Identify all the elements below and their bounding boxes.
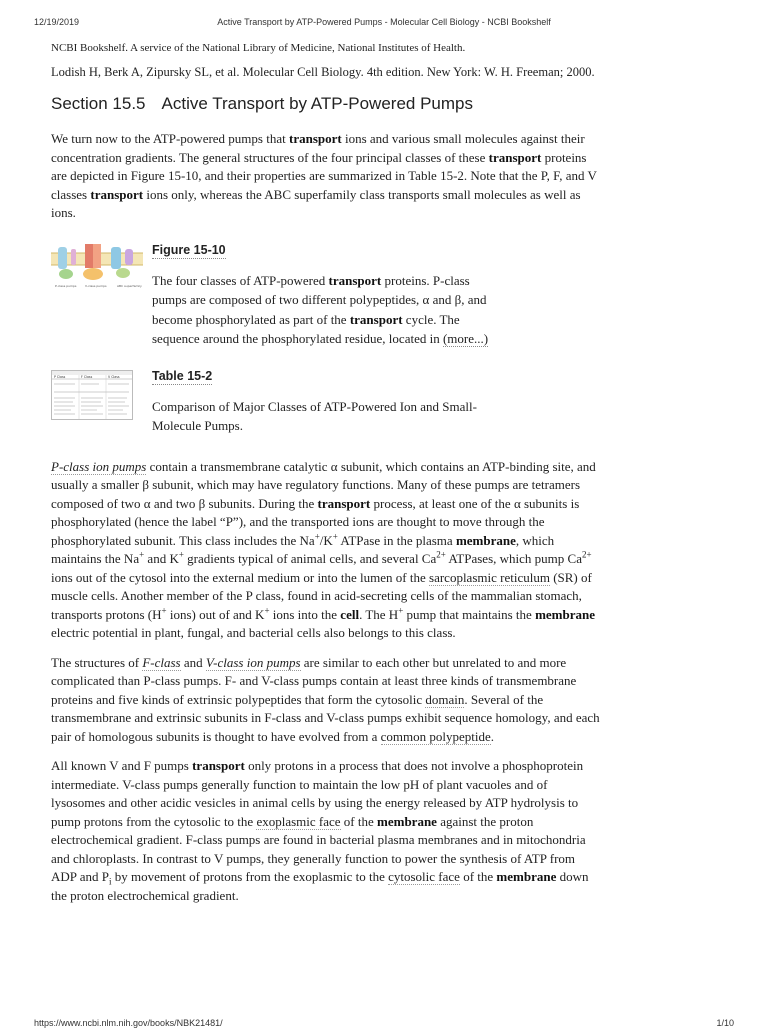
text: . The H — [359, 606, 399, 622]
thumb-header: V Class — [108, 374, 120, 379]
section-number: Section 15.5 — [51, 94, 146, 113]
keyword-transport: transport — [349, 311, 403, 327]
figure-link[interactable]: Figure 15-10 — [152, 242, 226, 257]
keyword-membrane: membrane — [535, 606, 595, 622]
text: ATPases, which pump Ca — [445, 551, 582, 566]
term-link[interactable]: exoplasmic face — [256, 813, 341, 829]
text: . — [490, 728, 495, 744]
section-title: Active Transport by ATP-Powered Pumps — [161, 94, 473, 113]
bookshelf-notice: NCBI Bookshelf. A service of the National Library of Medicine, National Institutes of Health. — [51, 42, 466, 54]
text: The four classes of ATP-powered — [152, 272, 329, 288]
vf-pumps-paragraph — [51, 757, 601, 905]
table-block — [51, 367, 601, 436]
term-link[interactable]: sarcoplasmic reticulum — [429, 569, 550, 585]
text: pump that maintains the — [403, 606, 536, 622]
page-url[interactable]: https://www.ncbi.nlm.nih.gov/books/NBK21481/ — [34, 1018, 223, 1028]
table-caption-block — [152, 367, 494, 436]
thumb-label: P-class pumps — [55, 283, 77, 288]
citation: Lodish H, Berk A, Zipursky SL, et al. Molecular Cell Biology. 4th edition. New York: W. H. Freeman; 2000. — [51, 65, 595, 79]
thumb-label: V-class pumps — [85, 283, 107, 288]
text: and — [180, 654, 206, 670]
keyword-cell: cell — [340, 606, 360, 622]
text: , which maintains the Na — [51, 532, 555, 566]
superscript: 2+ — [436, 549, 446, 560]
text: down the proton electrochemical gradient. — [51, 869, 589, 903]
table-thumbnail[interactable] — [51, 370, 143, 436]
keyword-membrane: membrane — [455, 532, 516, 548]
pump-diagram-thumbnail[interactable] — [51, 241, 143, 291]
text: of the — [459, 869, 497, 884]
text: proteins. P-class pumps are composed of two different polypeptides, α and β, and become phosphorylated as part of the — [152, 272, 487, 327]
print-title: Active Transport by ATP-Powered Pumps - Molecular Cell Biology - NCBI Bookshelf — [217, 17, 551, 27]
keyword-transport: transport — [192, 758, 245, 773]
text: All known V and F pumps — [51, 758, 193, 773]
intro-paragraph — [51, 130, 601, 223]
superscript: 2+ — [581, 549, 592, 560]
text: only protons in a process that does not involve a phosphoprotein intermediate. V-class pumps generally function to maintain the low pH of plant vacuoles and of lysosomes and other acidic vesicles in animal cells by using the energy released by ATP hydrolysis to pump protons from the cytosolic to the — [51, 758, 584, 829]
text: The structures of — [51, 654, 143, 670]
fv-class-paragraph — [51, 654, 601, 747]
text: contain a transmembrane catalytic α subunit, which contains an ATP-binding site, and usually a smaller β subunit, which may have regulatory functions. Many of these pumps are tetramers composed of two α and two β subunits. During the — [51, 458, 596, 511]
keyword-transport: transport — [90, 186, 144, 202]
term-link[interactable]: F-class — [142, 654, 181, 670]
thumb-header: F Class — [81, 374, 93, 379]
article-content — [51, 42, 601, 916]
term-link[interactable]: P-class ion pumps — [51, 458, 147, 474]
page-number: 1/10 — [716, 1018, 734, 1028]
text: of the — [340, 813, 378, 829]
text: and K — [144, 551, 179, 566]
text: ions only, whereas the ABC superfamily class transports small molecules as well as ions. — [51, 186, 581, 220]
figure-caption — [152, 271, 494, 349]
text: against the proton electrochemical gradient. F-class pumps are found in bacterial plasma membranes and in mitochondria and chloroplasts. In contrast to V pumps, they generally function to power the synthesis of ATP from ADP and P — [51, 813, 586, 884]
text: are similar to each other but unrelated to and more complicated than P-class pumps. F- and V-class pumps contain at least three kinds of transmembrane proteins and five kinds of extrinsic polypeptides that form the cytosolic — [51, 654, 577, 707]
text: by movement of protons from the exoplasmic to the — [111, 869, 389, 884]
print-date: 12/19/2019 — [34, 17, 80, 27]
text: ions into the — [269, 606, 341, 622]
text: We turn now to the ATP-powered pumps that — [51, 131, 289, 146]
text: gradients typical of animal cells, and several Ca — [183, 551, 437, 566]
keyword-transport: transport — [317, 495, 371, 511]
subscript: i — [109, 876, 112, 887]
figure-caption-block — [152, 241, 494, 349]
text: ATPase in the plasma — [337, 532, 456, 548]
term-link[interactable]: common polypeptide — [380, 728, 491, 744]
superscript: + — [332, 531, 338, 542]
superscript: + — [398, 605, 404, 616]
superscript: + — [264, 605, 270, 616]
superscript: + — [161, 605, 167, 616]
keyword-membrane: membrane — [377, 813, 437, 829]
text: process, at least one of the α subunits is phosphorylated (hence the label “P”), and the transported ions are thought to move through the phosphorylated subunit. This class includes the Na — [51, 495, 580, 548]
superscript: + — [314, 531, 320, 542]
text: cycle. The sequence around the phosphorylated residue, located in — [152, 311, 460, 346]
more-link[interactable]: (more...) — [442, 331, 489, 346]
print-header — [0, 17, 768, 31]
print-footer — [0, 1018, 768, 1032]
text: ions out of the cytosol into the external medium or into the lumen of the — [51, 569, 430, 585]
superscript: + — [178, 549, 184, 560]
section-heading — [51, 94, 601, 114]
text: ions) out of and K — [166, 606, 265, 622]
term-link[interactable]: V-class ion pumps — [205, 654, 301, 670]
table-link[interactable]: Table 15-2 — [152, 368, 213, 383]
figure-block — [51, 241, 601, 349]
term-link[interactable]: domain — [425, 691, 465, 707]
text: /K — [319, 532, 333, 548]
p-class-paragraph — [51, 458, 601, 643]
figure-thumbnail[interactable] — [51, 241, 143, 349]
text: proteins are depicted in Figure 15-10, and their properties are summarized in Table 15-2. Note that the P, F, and V classes — [51, 149, 597, 202]
term-link[interactable]: cytosolic face — [388, 869, 460, 884]
text: electric potential in plant, fungal, and bacterial cells also belongs to this class. — [51, 625, 456, 640]
keyword-transport: transport — [488, 149, 542, 165]
text: ions and various small molecules against their concentration gradients. The general structures of the four principal classes of these — [51, 131, 585, 165]
thumb-header: P Class — [54, 374, 66, 379]
text: . Several of the transmembrane and extrinsic subunits in F-class and V-class pumps exhibit sequence homology, and each pair of homologous subunits is thought to have evolved from a — [51, 691, 600, 744]
thumb-label: ABC superfamily — [117, 283, 142, 288]
text: (SR) of muscle cells. Another member of the P class, found in acid-secreting cells of the mammalian stomach, transports protons (H — [51, 569, 592, 622]
superscript: + — [139, 549, 145, 560]
table-thumbnail-image[interactable] — [51, 370, 133, 420]
keyword-transport: transport — [328, 272, 382, 288]
keyword-transport: transport — [288, 131, 342, 146]
table-caption: Comparison of Major Classes of ATP-Powered Ion and Small-Molecule Pumps. — [152, 398, 477, 433]
keyword-membrane: membrane — [496, 869, 557, 884]
